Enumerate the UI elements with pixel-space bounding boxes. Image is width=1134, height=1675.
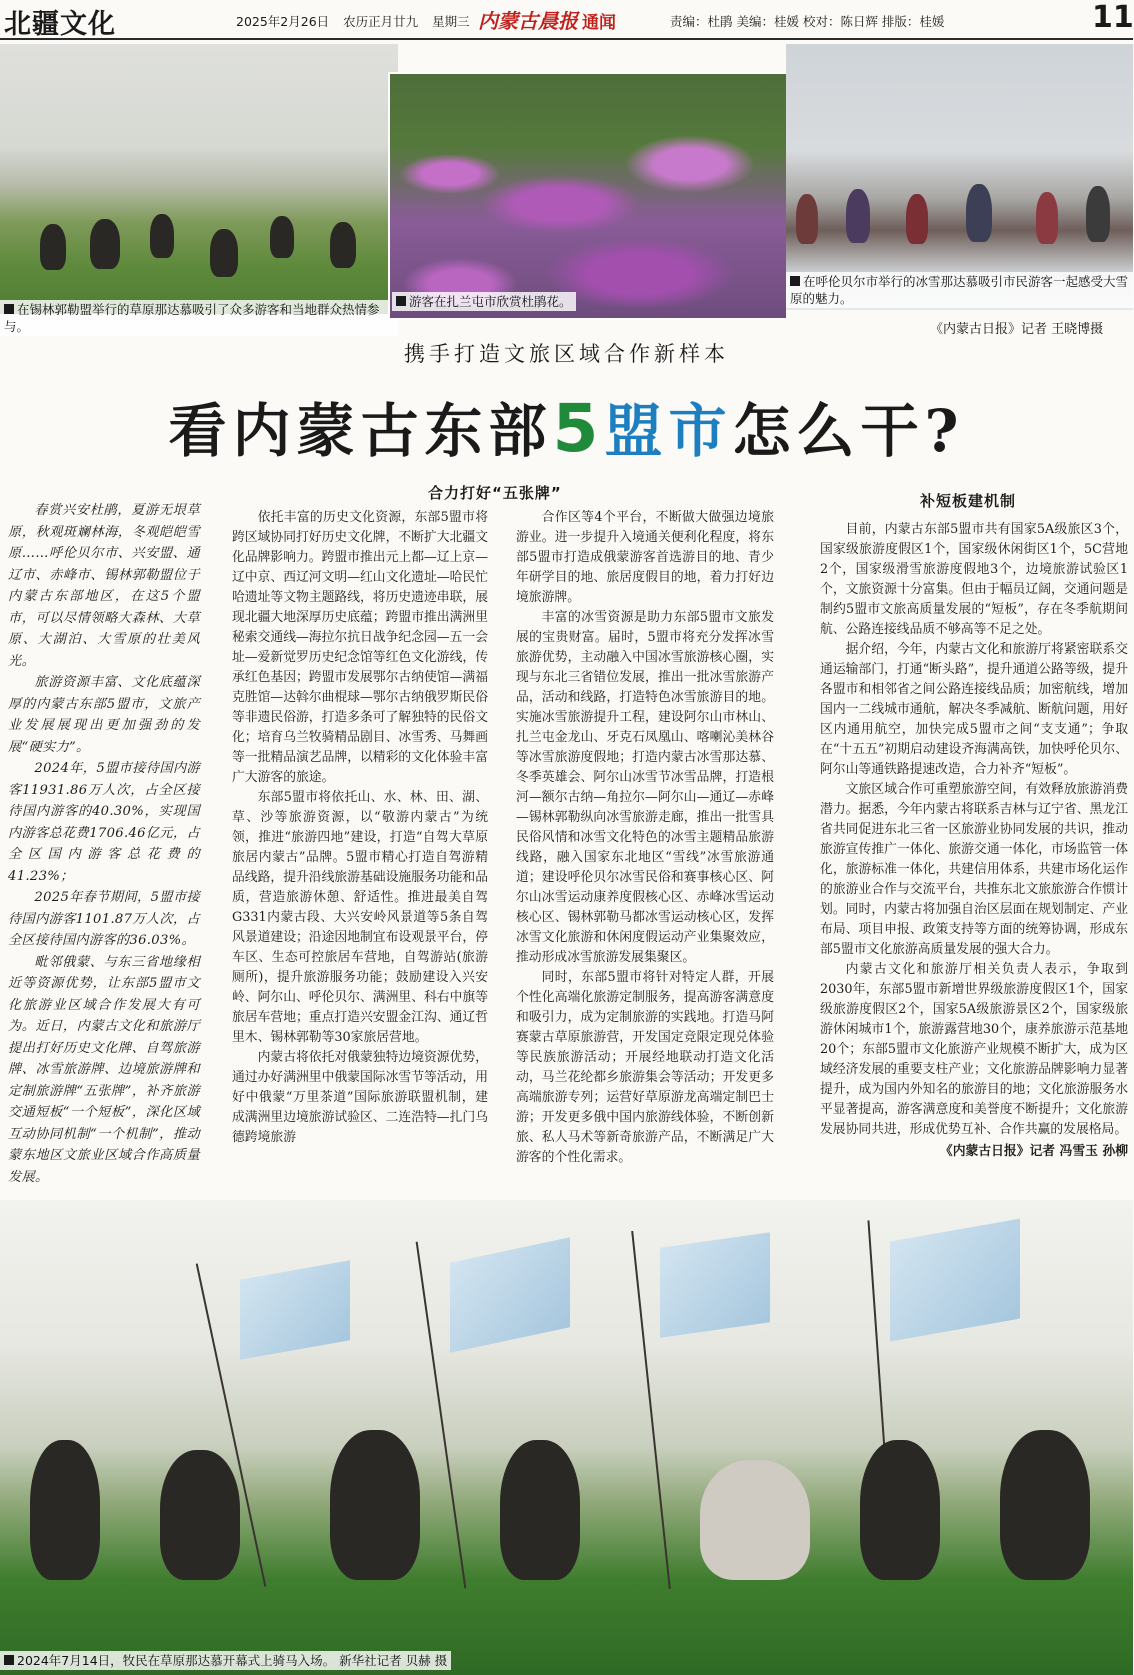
body-paragraph: 依托丰富的历史文化资源，东部5盟市将跨区域协同打好历史文化牌，不断扩大北疆文化品牌影响力。跨盟市推出元上都—辽上京—辽中京、西辽河文明—红山文化遗址—哈民忙哈遗址等文物主题路线，将历史遗迹串联，展现北疆大地深厚历史底蕴；跨盟市推出满洲里秘索交通线—海拉尔抗日战争纪念园—五一会址—爱新觉罗历史纪念馆等红色文化游线，传承红色基因；跨盟市发展鄂尔古纳使馆—满福克胜馆—达斡尔曲棍球—鄂尔古纳俄罗斯民俗等非遗民俗游，打造多条可了解独特的民俗文化；培育乌兰牧骑精品剧目、冰雪秀、马舞画等一批精品演艺品牌，以精彩的文化体验丰富广大游客的旅途。 (232, 510, 488, 785)
paper-name: 内蒙古晨报 (478, 9, 578, 33)
byline: 《内蒙古日报》记者 冯雪玉 孙柳 (939, 1144, 1128, 1159)
headline (0, 384, 1133, 468)
headline-part2: 盟市 (604, 397, 733, 465)
body-paragraph: 文旅区域合作可重塑旅游空间，有效释放旅游消费潜力。据悉，今年内蒙古将联系吉林与辽宁省、黑龙江省共同促进东北三省一区旅游业协同发展的共识，推动旅游宣传推广一体化、旅游交通一体化，市场监管一体化，旅游标准一体化，共建信用体系，共建市场化运作的旅游业合作与交流平台，共推东北文旅旅游合作惯计划。同时，内蒙古将加强自治区层面在规划制定、产业布局、项目申报、政策支持等方面的统筹协调，形成东部5盟市文化旅游高质量发展的强大合力。 (820, 782, 1128, 957)
headline-number: 5 (552, 390, 605, 467)
column-3 (516, 508, 774, 1168)
paper-logo (478, 5, 616, 34)
headline-part1: 看内蒙古东部 (168, 397, 553, 465)
body-paragraph: 同时，东部5盟市将针对特定人群，开展个性化高端化旅游定制服务，提高游客满意度和吸引力，成为定制旅游的实践地。打造马阿赛蒙古草原旅游营，开发国定竞限定现兑体验等民族旅游活动；开展经地联动打造文化活动，马兰花纶都乡旅游集会等活动；开发更多高端旅游专列；运营好草原游龙高端定制巴士游；开发更多俄中国内旅游线体验，不断创新旅、私人马术等新奇旅游产品，不断满足广大游客的个性化需求。 (516, 970, 774, 1165)
body-paragraph: 丰富的冰雪资源是助力东部5盟市文旅发展的宝贵财富。届时，5盟市将充分发挥冰雪旅游优势，主动融入中国冰雪旅游核心圈，实现与东北三省错位发展，推出一批冰雪旅游产品，活动和线路，打造特色冰雪旅游目的地。实施冰雪旅游提升工程，建设阿尔山市林山、扎兰屯金龙山、牙克石凤凰山、喀喇沁美林谷等冰雪旅游度假地；打造内蒙古冰雪那达慕、冬季英雄会、阿尔山冰雪节冰雪品牌，打造根河—额尔古纳—角拉尔—阿尔山—通辽—赤峰—锡林郭勒纵向冰雪旅游走廊，推出一批雪具民俗风情和冰雪文化特色的冰雪主题精品旅游线路，融入国家东北地区“雪线”冰雪旅游通道；建设呼伦贝尔冰雪民俗和赛事核心区、阿尔山冰雪运动康养度假核心区、赤峰冰雪运动核心区、锡林郭勒马都冰雪运动核心区，发挥冰雪文化旅游和休闲度假运动产业集聚效应，推动形成冰雪旅游发展集聚区。 (516, 610, 774, 965)
subhead-short-board: 补短板建机制 (920, 492, 1017, 510)
column-2 (232, 508, 488, 1148)
photo-grassland-naadam (0, 44, 398, 334)
lead-paragraph: 旅游资源丰富、文化底蕴深厚的内蒙古东部5盟市，文旅产业发展展现出更加强劲的发展“硬实力”。 (8, 675, 200, 755)
column-lead (8, 500, 200, 1188)
body-paragraph: 据介绍，今年，内蒙古文化和旅游厅将紧密联系交通运输部门，打通“断头路”，提升通道公路等级，提升各盟市和相邻省之间公路连接线品质；加密航线，增加国内一二线城市通航，解决冬季减航、断航问题，用好区内通用航空，加快完成5盟市之间“支支通”；争取在“十五五”初期启动建设齐海满高铁，加快呼伦贝尔、阿尔山等通铁路提速改造，合力补齐“短板”。 (820, 642, 1128, 777)
body-paragraph: 东部5盟市将依托山、水、林、田、湖、草、沙等旅游资源，以“敬游内蒙古”为统领，推进“旅游四地”建设，打造“自驾大草原 旅居内蒙古”品牌。5盟市精心打造自驾游精品线路，提升沿线旅游基础设施服务功能和品质，营造旅游休憩、舒适性。推进最美自驾G331内蒙古段、大兴安岭风景道等5条自驾风景道建设；沿途因地制宜布设观景平台，停车区、生态可控旅居车营地，自驾游站(旅游厕所)，提升旅游服务功能；鼓励建设入兴安岭、阿尔山、呼伦贝尔、满洲里、科右中旗等旅居车营地；重点打造兴安盟金江沟、通辽哲里木、锡林郭勒等30家旅居营地。 (232, 790, 488, 1045)
date: 2025年2月26日 (236, 14, 330, 29)
photo3-caption: 在呼伦贝尔市举行的冰雪那达慕吸引市民游客一起感受大雪原的魅力。 (786, 272, 1133, 308)
lunar-date: 农历正月廿九 (343, 14, 419, 29)
photo-riders-parade (0, 1200, 1133, 1675)
lead-paragraph: 毗邻俄蒙、与东三省地缘相近等资源优势，让东部5盟市文化旅游业区域合作发展大有可为。近日，内蒙古文化和旅游厅提出打好历史文化牌、自驾旅游牌、冰雪旅游牌、边境旅游牌和定制旅游牌“五张牌”，补齐旅游交通短板“一个短板”，深化区域互动协同机制“一个机制”，推动蒙东地区文旅业区域合作高质量发展。 (8, 954, 200, 1185)
editors-line: 责编：杜鹃 美编：桂媛 校对：陈日辉 排版：桂媛 (670, 14, 945, 29)
paper-tag: 通闻 (582, 13, 616, 33)
photo-snow-naadam (786, 44, 1133, 310)
lead-paragraph: 2024年，5盟市接待国内游客11931.86万人次，占全区接待国内游客的40.30%，实现国内游客总花费1706.46亿元，占全区国内游客总花费的41.23%； (8, 761, 200, 884)
kicker: 携手打造文旅区域合作新样本 (404, 342, 729, 366)
headline-part3: 怎么干? (732, 397, 965, 465)
lead-paragraph: 2025年春节期间，5盟市接待国内游客1101.87万人次，占全区接待国内游客的36.03%。 (8, 890, 200, 948)
column-4 (820, 520, 1128, 1162)
bottom-photo-caption: 2024年7月14日，牧民在草原那达慕开幕式上骑马入场。 新华社记者 贝赫 摄 (0, 1651, 451, 1670)
subhead-five-cards: 合力打好“五张牌” (428, 484, 562, 502)
photo2-caption: 游客在扎兰屯市欣赏杜鹃花。 (392, 292, 576, 311)
body-paragraph: 内蒙古将依托对俄蒙独特边境资源优势，通过办好满洲里中俄蒙国际冰雪节等活动，用好中俄蒙“万里茶道”国际旅游联盟机制，建成满洲里边境旅游试验区、二连浩特—扎门乌德跨境旅游 (232, 1050, 488, 1145)
photo1-caption: 在锡林郭勒盟举行的草原那达慕吸引了众多游客和当地群众热情参与。 (0, 300, 398, 336)
page-number: 11 (1092, 0, 1134, 35)
weekday: 星期三 (432, 14, 470, 29)
body-paragraph: 内蒙古文化和旅游厅相关负责人表示，争取到2030年，东部5盟市新增世界级旅游度假区1个，国家级旅游度假区2个，国家5A级旅游景区2个，国家级旅游休闲城市1个，旅游露营地30个，康养旅游示范基地20个；东部5盟市文化旅游产业规模不断扩大，成为区域经济发展的重要支柱产业；文化旅游品牌影响力显著提升，成为国内外知名的旅游目的地；文化旅游服务水平显著提高，游客满意度和美誉度不断提升；文化旅游发展协同共进，形成优势互补、合作共赢的发展格局。 (820, 962, 1128, 1137)
photo-azalea (388, 72, 788, 320)
lead-paragraph: 春赏兴安杜鹃，夏游无垠草原，秋观斑斓林海，冬观皑皑雪原……呼伦贝尔市、兴安盟、通辽市、赤峰市、锡林郭勒盟位于内蒙古东部地区，在这5个盟市，可以尽情领略大森林、大草原、大湖泊、大雪原的壮美风光。 (8, 503, 200, 669)
masthead (0, 0, 1133, 40)
date-line (236, 12, 480, 30)
section-name: 北疆文化 (4, 9, 116, 40)
photo3-credit: 《内蒙古日报》记者 王晓博摄 (930, 322, 1104, 337)
body-paragraph: 合作区等4个平台，不断做大做强边境旅游业。进一步提升入境通关便利化程度，将东部5盟市打造成俄蒙游客首选游目的地、青少年研学目的地、旅居度假目的地，着力打好边境旅游牌。 (516, 510, 774, 605)
body-paragraph: 目前，内蒙古东部5盟市共有国家5A级旅区3个，国家级旅游度假区1个，国家级休闲街区1个，5C营地2个，国家级滑雪旅游度假地3个，边境旅游试验区1个，文旅资源十分富集。但由于幅员辽阔，交通问题是制约5盟市文旅高质量发展的“短板”，存在冬季航期间航、公路连接线品质不够高等不足之处。 (820, 522, 1128, 637)
